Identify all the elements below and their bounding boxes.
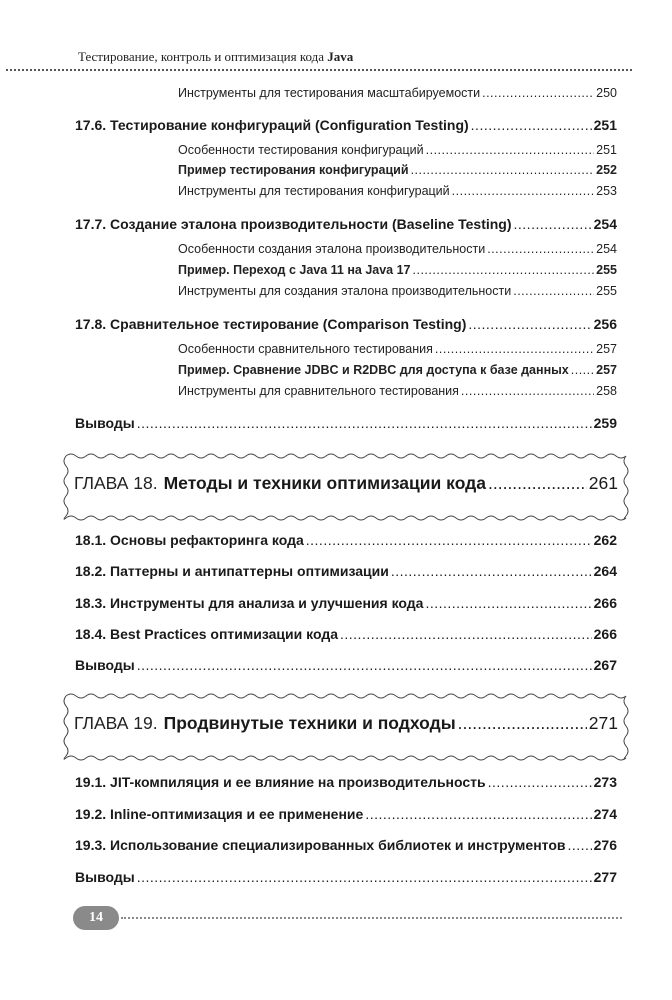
page-number: 255: [596, 284, 617, 298]
page-number: 277: [593, 869, 617, 885]
toc-section-17-7[interactable]: 17.7. Создание эталона производительности (Baseline Testing) ..... 254: [75, 216, 617, 232]
footer-divider: [121, 917, 622, 919]
toc-entry[interactable]: Пример. Сравнение JDBC и R2DBC для доступа к базе данных ..... 257: [178, 363, 617, 377]
toc-section-17-6[interactable]: 17.6. Тестирование конфигураций (Configuration Testing) ..... 251: [75, 117, 617, 133]
chapter-number: ГЛАВА 18.: [74, 473, 158, 493]
page-number: 274: [593, 806, 617, 822]
toc-entry[interactable]: Пример. Переход с Java 11 на Java 17 ..... 255: [178, 263, 617, 277]
page-number: 257: [596, 363, 617, 377]
running-title-java: Java: [327, 49, 354, 64]
page-number: 250: [596, 86, 617, 100]
page-number: 271: [588, 713, 618, 733]
page-number: 266: [593, 595, 617, 611]
toc-entry[interactable]: Инструменты для создания эталона производительности ..... 255: [178, 284, 617, 298]
page-number: 255: [596, 263, 617, 277]
page-number: 257: [596, 342, 617, 356]
toc-entry[interactable]: Пример тестирования конфигураций ..... 252: [178, 163, 617, 177]
toc-section-18-2[interactable]: 18.2. Паттерны и антипаттерны оптимизации ..... 264: [75, 563, 617, 579]
page-number: 276: [593, 837, 617, 853]
toc-section-18-3[interactable]: 18.3. Инструменты для анализа и улучшения кода ..... 266: [75, 595, 617, 611]
toc-section-conclusions[interactable]: Выводы ..... 277: [75, 869, 617, 885]
toc-entry[interactable]: Особенности сравнительного тестирования ..... 257: [178, 342, 617, 356]
page-number: 273: [593, 774, 617, 790]
toc-entry[interactable]: Инструменты для тестирования конфигураций ..... 253: [178, 184, 617, 198]
toc-section-18-4[interactable]: 18.4. Best Practices оптимизации кода ..... 266: [75, 626, 617, 642]
page-number: 253: [596, 184, 617, 198]
page-number: 254: [593, 216, 617, 232]
toc-section-19-3[interactable]: 19.3. Использование специализированных библиотек и инструментов ..... 276: [75, 837, 617, 853]
page-number: 259: [593, 415, 617, 431]
page-number: 252: [596, 163, 617, 177]
header-divider: [6, 69, 632, 71]
toc-entry-scalability-tools[interactable]: Инструменты для тестирования масштабируемости ..... 250: [178, 86, 617, 100]
toc-section-conclusions[interactable]: Выводы ..... 259: [75, 415, 617, 431]
chapter-19-heading[interactable]: [60, 692, 630, 762]
toc-section-conclusions[interactable]: Выводы ..... 267: [75, 657, 617, 673]
page-number: 267: [593, 657, 617, 673]
page-number: 258: [596, 384, 617, 398]
page-number: 256: [593, 316, 617, 332]
running-header: [78, 49, 353, 65]
page-number: 251: [593, 117, 617, 133]
page-number: 264: [593, 563, 617, 579]
chapter-18-heading[interactable]: [60, 452, 630, 522]
page-number: 251: [596, 143, 617, 157]
page-number-badge: 14: [73, 906, 119, 930]
chapter-title: Методы и техники оптимизации кода: [163, 473, 486, 493]
page-number: 254: [596, 242, 617, 256]
chapter-title: Продвинутые техники и подходы: [163, 713, 456, 733]
toc-section-17-8[interactable]: 17.8. Сравнительное тестирование (Comparison Testing) ..... 256: [75, 316, 617, 332]
running-title: Тестирование, контроль и оптимизация кода: [78, 49, 328, 64]
page-number: 261: [588, 473, 618, 493]
toc-entry[interactable]: Особенности тестирования конфигураций ..... 251: [178, 143, 617, 157]
page-number: 266: [593, 626, 617, 642]
toc-section-19-2[interactable]: 19.2. Inline-оптимизация и ее применение ..... 274: [75, 806, 617, 822]
page-number: 262: [593, 532, 617, 548]
toc-section-18-1[interactable]: 18.1. Основы рефакторинга кода ..... 262: [75, 532, 617, 548]
toc-entry[interactable]: Особенности создания эталона производительности ..... 254: [178, 242, 617, 256]
toc-section-19-1[interactable]: 19.1. JIT-компиляция и ее влияние на производительность ..... 273: [75, 774, 617, 790]
chapter-number: ГЛАВА 19.: [74, 713, 158, 733]
toc-entry[interactable]: Инструменты для сравнительного тестирования ..... 258: [178, 384, 617, 398]
